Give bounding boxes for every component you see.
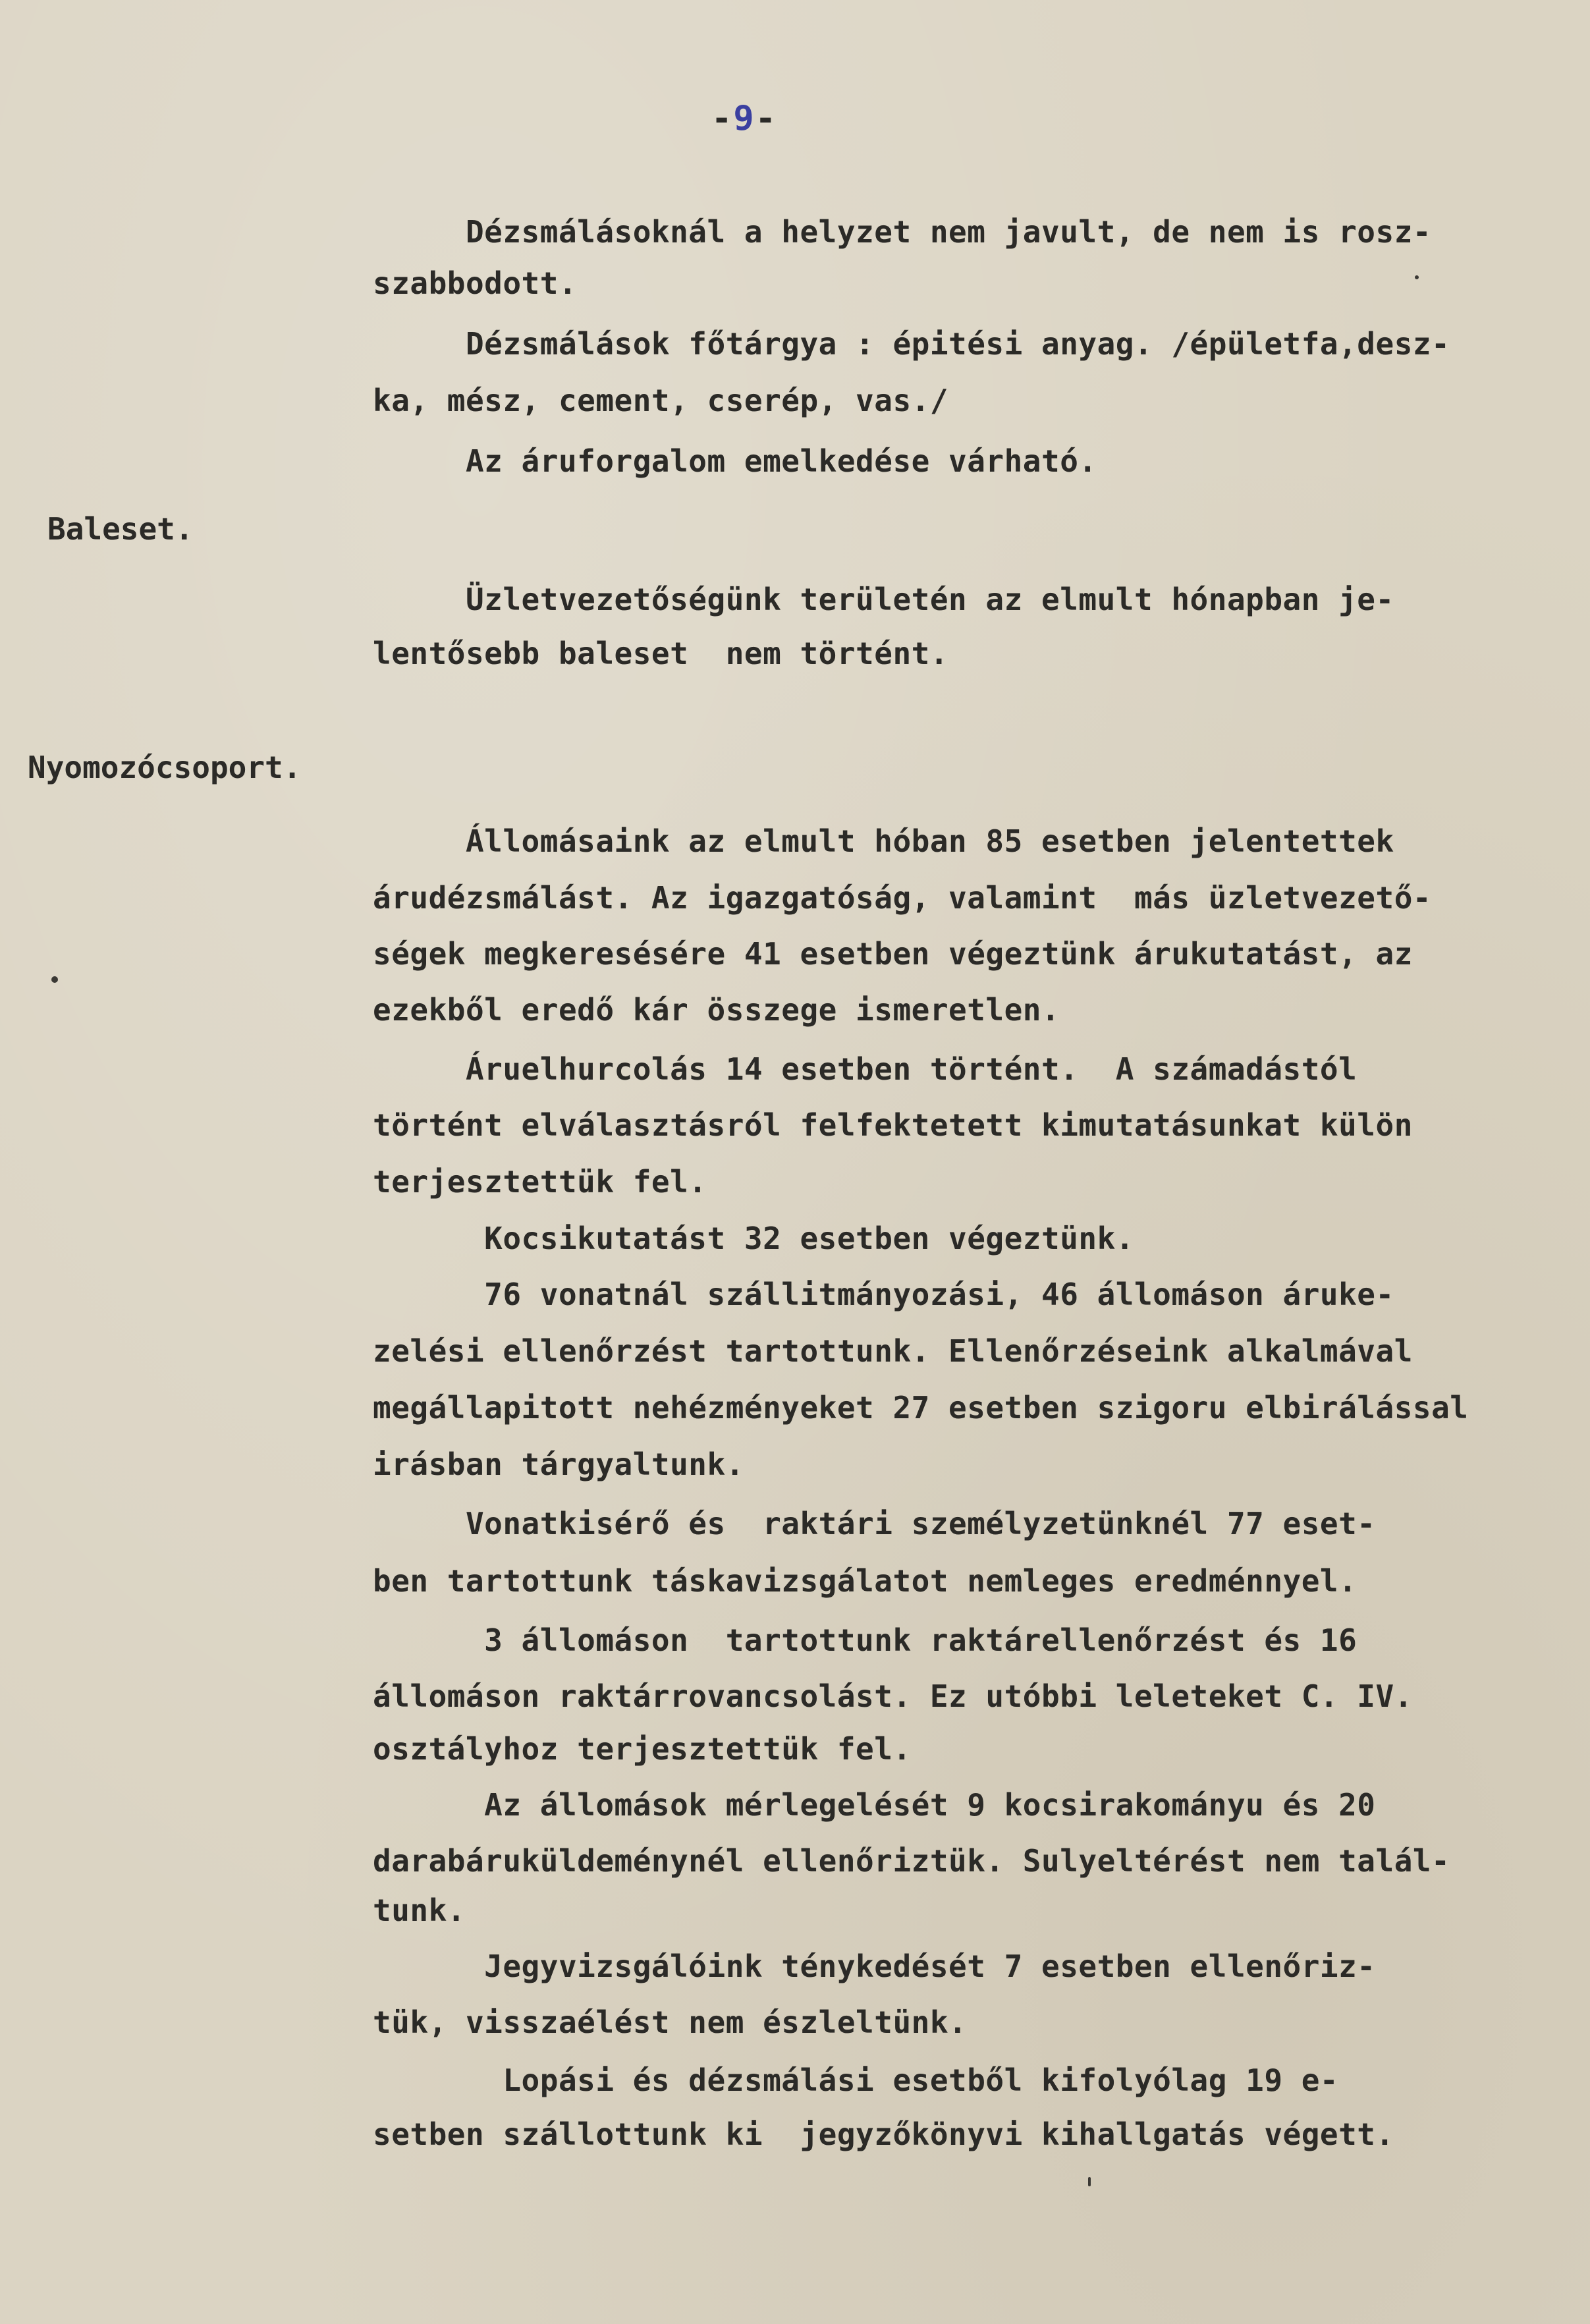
text-line: osztályhoz terjesztettük fel.: [373, 1731, 912, 1767]
text-line: ben tartottunk táskavizsgálatot nemleges eredménnyel.: [373, 1563, 1357, 1599]
paper-speck: [51, 976, 58, 983]
text-line: tunk.: [373, 1893, 466, 1928]
text-line: Kocsikutatást 32 esetben végeztünk.: [373, 1221, 1134, 1256]
page-number-digit: 9: [733, 99, 755, 138]
text-line: ségek megkeresésére 41 esetben végeztünk árukutatást, az: [373, 936, 1413, 972]
text-line: ezekből eredő kár összege ismeretlen.: [373, 992, 1060, 1028]
text-line: lentősebb baleset nem történt.: [373, 636, 949, 671]
text-line: Vonatkisérő és raktári személyzetünknél 77 eset-: [373, 1506, 1376, 1541]
text-line: setben szállottunk ki jegyzőkönyvi kihallgatás végett.: [373, 2116, 1394, 2152]
page-number: [711, 99, 777, 138]
text-line: zelési ellenőrzést tartottunk. Ellenőrzéseink alkalmával: [373, 1333, 1413, 1369]
text-line: árudézsmálást. Az igazgatóság, valamint más üzletvezető-: [373, 880, 1432, 916]
text-line: Áruelhurcolás 14 esetben történt. A számadástól: [373, 1051, 1357, 1087]
text-line: Állomásaink az elmult hóban 85 esetben jelentettek: [373, 823, 1394, 859]
text-line: szabbodott.: [373, 265, 578, 301]
text-line: Az áruforgalom emelkedése várható.: [373, 443, 1097, 479]
text-line: Jegyvizsgálóink ténykedését 7 esetben ellenőriz-: [373, 1949, 1376, 1984]
side-heading-nyomozocsoport: Nyomozócsoport.: [28, 750, 302, 785]
text-line: Lopási és dézsmálási esetből kifolyólag 19 e-: [373, 2062, 1339, 2098]
text-line: állomáson raktárrovancsolást. Ez utóbbi leleteket C. IV.: [373, 1678, 1413, 1714]
paper-speck: [1415, 275, 1419, 279]
side-heading-baleset: Baleset.: [47, 511, 194, 547]
text-line: tük, visszaélést nem észleltünk.: [373, 2005, 968, 2040]
text-line: terjesztettük fel.: [373, 1164, 707, 1200]
text-line: 76 vonatnál szállitmányozási, 46 állomáson áruke-: [373, 1277, 1394, 1312]
text-line: Az állomások mérlegelését 9 kocsirakományu és 20: [373, 1787, 1376, 1823]
page-number-dash-left: -: [711, 99, 734, 138]
text-line: irásban tárgyaltunk.: [373, 1447, 744, 1482]
text-line: Dézsmálásoknál a helyzet nem javult, de nem is rosz-: [373, 214, 1432, 250]
text-line: történt elválasztásról felfektetett kimutatásunkat külön: [373, 1107, 1413, 1143]
text-line: Üzletvezetőségünk területén az elmult hónapban je-: [373, 582, 1394, 617]
paper-speck: [1088, 2177, 1091, 2186]
text-line: darabáruküldeménynél ellenőriztük. Sulyeltérést nem talál-: [373, 1843, 1450, 1879]
text-line: megállapitott nehézményeket 27 esetben szigoru elbirálással: [373, 1390, 1469, 1425]
text-line: ka, mész, cement, cserép, vas./: [373, 383, 949, 418]
text-line: 3 állomáson tartottunk raktárellenőrzést és 16: [373, 1622, 1357, 1658]
page-number-dash-right: -: [755, 99, 777, 138]
text-line: Dézsmálások főtárgya : épitési anyag. /épületfa,desz-: [373, 326, 1450, 362]
